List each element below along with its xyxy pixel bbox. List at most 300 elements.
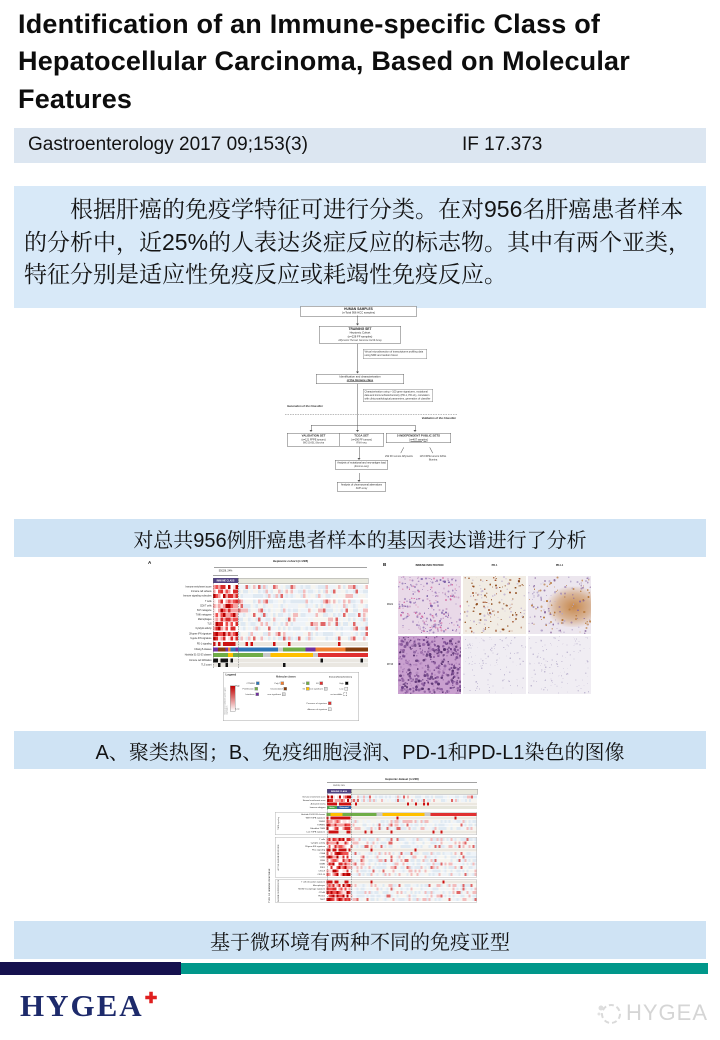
stain-dot — [435, 677, 437, 679]
stain-dot — [450, 599, 452, 601]
stain-dot — [476, 637, 477, 638]
stain-dot — [442, 638, 443, 639]
stain-dot — [422, 589, 423, 590]
stain-dot — [509, 681, 510, 682]
stain-dot — [433, 595, 434, 596]
stain-dot — [557, 666, 558, 667]
stain-dot — [445, 599, 447, 601]
stain-dot — [408, 616, 409, 617]
stain-dot — [432, 590, 434, 592]
stain-dot — [399, 690, 400, 691]
stain-dot — [456, 662, 457, 663]
stain-dot — [455, 588, 456, 589]
heatmap-cell — [366, 663, 369, 667]
stain-dot — [545, 687, 546, 688]
legend-ihc-title: Immunohistochemistry — [328, 675, 353, 678]
stain-dot — [560, 631, 561, 632]
heatmap-strip — [327, 898, 477, 901]
stain-dot — [495, 580, 497, 582]
legend-item-label: S1 — [302, 682, 306, 685]
flow-text: Identification and characterization — [339, 375, 381, 379]
stain-dot — [450, 585, 451, 586]
footer-navy-bar — [0, 962, 181, 975]
stain-dot — [575, 618, 577, 620]
caption-gene-expression — [14, 519, 706, 557]
stain-dot — [544, 611, 546, 613]
stain-dot — [495, 630, 497, 632]
stain-dot — [529, 585, 530, 586]
stain-dot — [488, 684, 489, 685]
heatmap-strip — [213, 627, 368, 631]
stain-dot — [409, 660, 411, 662]
legend-nonsig — [268, 693, 286, 697]
row-label: Macrophages — [312, 884, 325, 887]
stain-dot — [446, 691, 448, 693]
stain-dot — [486, 619, 487, 620]
stain-dot — [472, 645, 473, 646]
stain-dot — [533, 670, 534, 671]
row-label: CTLA4 — [318, 891, 325, 894]
stain-dot — [510, 685, 511, 686]
summary-text: 根据肝癌的免疫学特征可进行分类。在对956名肝癌患者样本的分析中，近25%的人表达炎症反应的标志物。其中有两个亚类，特征分别是适应性免疫反应或耗竭性免疫反应。 — [24, 196, 692, 288]
stain-dot — [510, 653, 511, 654]
stain-dot — [468, 657, 469, 658]
stain-dot — [443, 655, 444, 656]
heatmap-strip — [213, 609, 368, 613]
stain-dot — [412, 692, 414, 694]
stain-dot — [509, 579, 511, 581]
stain-dot — [473, 632, 474, 633]
stain-dot — [416, 655, 417, 656]
stain-dot — [520, 627, 522, 629]
stain-dot — [550, 631, 552, 633]
stain-dot — [557, 646, 558, 647]
heatmap-strip — [213, 618, 368, 622]
stain-dot — [459, 605, 461, 607]
stain-dot — [405, 682, 407, 684]
stain-dot — [570, 665, 571, 666]
stain-dot — [418, 622, 419, 623]
heatmap-row — [148, 613, 368, 617]
flow-connector — [430, 447, 433, 453]
row-label: Cytolytic activity — [195, 627, 212, 630]
stain-dot — [436, 601, 438, 603]
legend-item-label: CTNNB1 — [246, 682, 255, 685]
stain-dot — [456, 621, 458, 623]
flow-arrowhead — [414, 430, 417, 432]
stain-dot — [552, 659, 553, 660]
stain-dot — [487, 680, 488, 681]
flow-arrowhead — [310, 430, 313, 432]
legend-item-label: S2 — [302, 687, 306, 690]
m021-immune-infiltration-image — [398, 576, 461, 634]
stain-dot — [502, 586, 503, 587]
stain-dot — [501, 619, 502, 620]
stain-dot — [553, 615, 554, 616]
flow-box-chromosomal — [337, 482, 386, 492]
stain-dot — [426, 624, 428, 626]
caption-text: 对总共956例肝癌患者样本的基因表达谱进行了分析 — [133, 529, 587, 552]
stain-dot — [506, 671, 507, 672]
legend-swatch — [344, 687, 348, 691]
row-label: CXCL9 — [318, 869, 325, 872]
heatmap-cell — [366, 622, 369, 626]
flow-connector — [311, 425, 415, 426]
legend-swatch — [328, 708, 332, 712]
stain-dot — [441, 612, 443, 614]
stain-dot — [473, 595, 474, 596]
stain-dot — [522, 617, 523, 618]
stain-dot — [489, 612, 491, 614]
heatmap-row — [148, 659, 368, 663]
stain-dot — [561, 594, 562, 595]
stain-dot — [476, 688, 477, 689]
stain-dot — [584, 692, 585, 693]
row-label: Activated stroma — [310, 802, 326, 805]
stain-dot — [443, 618, 444, 619]
stain-dot — [535, 642, 536, 643]
stain-dot — [510, 658, 511, 659]
stain-dot — [542, 646, 543, 647]
stain-dot — [415, 636, 416, 637]
legend-item-label: Presence of signature — [306, 702, 327, 705]
column-header-pd-1: PD-1 — [491, 564, 498, 567]
stain-dot — [428, 648, 431, 651]
stain-dot — [582, 680, 583, 681]
stain-dot — [481, 666, 482, 667]
section-active-immune-response — [275, 837, 477, 878]
stain-dot — [496, 578, 497, 579]
stain-dot — [428, 638, 430, 640]
heatmap-strip — [213, 600, 368, 604]
stain-dot — [426, 675, 428, 677]
heatmap-row — [148, 648, 368, 652]
stain-dot — [402, 674, 404, 676]
class-boundary-line — [327, 789, 328, 900]
page-title: Identification of an Immune-specific Class of Hepatocellular Carcinoma, Based on Molecular Features — [18, 9, 630, 114]
flow-text: VALIDATION SET — [301, 434, 326, 438]
heatmap-cell — [366, 637, 369, 641]
flow-text: SNP array — [355, 486, 368, 490]
stain-dot — [525, 646, 526, 647]
stain-dot — [416, 584, 418, 586]
stain-dot — [470, 620, 471, 621]
stain-dot — [510, 604, 511, 605]
stain-dot — [399, 679, 400, 680]
citation-bar — [14, 128, 706, 163]
legend-interferon — [246, 693, 259, 697]
hygea-watermark-icon — [596, 1000, 622, 1026]
stain-dot — [410, 602, 411, 603]
column-header-immune-infiltration: IMMUNE INFILTRATION — [415, 564, 444, 567]
stain-dot — [494, 610, 495, 611]
stain-dot — [543, 584, 545, 586]
row-label: Hoshida S1-S2-S3 classes — [301, 813, 325, 816]
stain-dot — [456, 641, 458, 643]
stain-dot — [562, 622, 564, 624]
stain-dot — [541, 599, 543, 601]
stain-dot — [547, 690, 548, 691]
stain-dot — [472, 643, 473, 644]
stain-dot — [484, 629, 485, 630]
stain-dot — [486, 592, 488, 594]
stain-dot — [426, 583, 428, 585]
stain-dot — [456, 604, 457, 605]
stain-dot — [496, 662, 497, 663]
stain-dot — [503, 688, 504, 689]
heatmap-cell — [366, 632, 369, 636]
row-label: CD8B — [319, 855, 325, 858]
stain-dot — [419, 645, 421, 647]
stain-dot — [441, 677, 443, 679]
impact-factor: IF 17.373 — [462, 134, 543, 155]
stain-dot — [414, 681, 416, 683]
row-label: 28-gene IFN signature — [189, 632, 212, 635]
stain-dot — [575, 641, 576, 642]
stain-dot — [498, 664, 499, 665]
cohort-arrow-line — [327, 782, 477, 783]
stain-dot — [438, 680, 439, 681]
fraction-arrow-line — [213, 575, 238, 576]
stain-dot — [468, 647, 469, 648]
row-label: Cytolytic activity — [310, 841, 325, 844]
exhausted-subtype-segment: Exhausted — [337, 806, 351, 809]
stain-dot — [472, 664, 473, 665]
stain-dot — [528, 592, 529, 593]
stain-dot — [430, 581, 431, 582]
stain-dot — [495, 576, 496, 577]
stain-dot — [441, 630, 443, 632]
stain-dot — [459, 633, 460, 634]
stain-dot — [569, 609, 571, 611]
stain-dot — [584, 618, 585, 619]
stain-dot — [466, 615, 468, 617]
hygea-watermark-text: HYGEA — [626, 1000, 709, 1025]
stain-dot — [505, 585, 507, 587]
figure-c-canvas — [268, 778, 478, 920]
stain-dot — [501, 599, 503, 601]
stain-dot — [493, 652, 494, 653]
stain-dot — [494, 648, 495, 649]
stain-dot — [417, 684, 420, 687]
stain-dot — [511, 693, 512, 694]
stain-dot — [470, 652, 471, 653]
heatmap-cell — [366, 653, 369, 657]
row-label: Immune cell subsets — [190, 590, 212, 593]
flow-text: (n=121 FFPE tumors) — [301, 438, 326, 442]
flow-note-microdissection: Virtual microdissection of transcriptome profiling data using NMF and random forest — [363, 349, 427, 359]
heatmap-row — [148, 585, 368, 589]
stain-dot — [432, 617, 434, 619]
row-label: TLS count — [201, 663, 212, 666]
stain-dot — [488, 627, 489, 628]
stain-dot — [436, 636, 437, 637]
flow-text: Analysis of mutational and neo-antigen load — [337, 461, 386, 465]
stain-dot — [466, 601, 468, 603]
legend-swatch — [324, 687, 328, 691]
stain-dot — [455, 630, 457, 632]
stain-dot — [511, 604, 512, 605]
stain-dot — [459, 586, 461, 588]
stain-dot — [514, 620, 515, 621]
legend-item-label: Low — [339, 687, 344, 690]
legend-swatch — [281, 682, 285, 686]
caption-immune-subtypes — [14, 921, 706, 959]
stain-dot — [406, 689, 408, 691]
stain-dot — [452, 590, 454, 592]
stain-dot — [426, 680, 427, 681]
stain-dot — [426, 595, 428, 597]
stain-dot — [579, 644, 580, 645]
stain-dot — [426, 636, 427, 637]
hygea-logo — [20, 988, 156, 1024]
stain-dot — [532, 599, 533, 600]
stain-dot — [492, 686, 493, 687]
stain-dot — [541, 584, 542, 585]
stain-dot — [476, 624, 477, 625]
stain-dot — [489, 603, 490, 604]
row-label: PD-1 signaling — [196, 642, 212, 645]
stain-dot — [578, 626, 580, 628]
stain-dot — [404, 617, 406, 619]
figure-a-heatmap — [148, 560, 380, 728]
stain-dot — [453, 595, 455, 597]
stain-dot — [512, 614, 514, 616]
legend-swatch — [343, 693, 347, 697]
stain-dot — [556, 661, 557, 662]
stain-dot — [491, 599, 492, 600]
legend-swatch — [306, 682, 310, 686]
stain-dot — [438, 646, 440, 648]
legend-s3 — [316, 682, 323, 686]
m021-pd1-image — [463, 576, 526, 634]
stain-dot — [497, 659, 498, 660]
stain-dot — [443, 588, 444, 589]
stain-dot — [465, 639, 466, 640]
stain-dot — [546, 649, 547, 650]
stain-dot — [497, 611, 499, 613]
stain-dot — [424, 691, 426, 693]
stain-dot — [529, 663, 530, 664]
stain-dot — [491, 647, 492, 648]
stain-dot — [437, 595, 439, 597]
heatmap-row — [148, 637, 368, 641]
class-boundary-line — [351, 789, 352, 900]
stain-dot — [443, 664, 446, 667]
stain-dot — [489, 692, 490, 693]
heatmap-row — [148, 632, 368, 636]
stain-dot — [432, 693, 433, 694]
stain-dot — [583, 599, 584, 600]
stain-dot — [422, 667, 424, 669]
stain-dot — [505, 637, 506, 638]
stain-dot — [499, 602, 501, 604]
stain-dot — [511, 640, 512, 641]
stain-dot — [517, 583, 519, 585]
heatmap-row — [148, 642, 368, 646]
flow-box-mutational — [335, 460, 388, 470]
legend-swatch — [283, 687, 287, 691]
stain-dot — [476, 577, 477, 578]
stain-dot — [414, 598, 415, 599]
stain-dot — [422, 653, 424, 655]
row-label: Immune subtypes — [309, 806, 326, 809]
stain-dot — [571, 622, 573, 624]
stain-dot — [484, 650, 485, 651]
row-label: Chiang 5-classes — [194, 648, 212, 651]
stain-dot — [451, 584, 453, 586]
stain-dot — [529, 630, 530, 631]
stain-dot — [534, 616, 536, 618]
stain-dot — [449, 664, 450, 665]
stain-dot — [531, 622, 533, 624]
stain-dot — [412, 591, 413, 592]
stain-dot — [405, 579, 406, 580]
stain-dot — [546, 600, 548, 602]
stain-dot — [409, 577, 410, 578]
stain-dot — [509, 608, 511, 610]
stain-dot — [427, 669, 428, 670]
legend-ctnnb1 — [247, 682, 260, 686]
legend-swatch — [255, 693, 259, 697]
row-label-m743: M743 — [386, 663, 394, 666]
heatmap-row — [148, 590, 368, 594]
stain-dot — [540, 657, 541, 658]
stain-dot — [466, 611, 468, 613]
stain-dot — [421, 632, 422, 633]
figure-b-canvas — [383, 562, 595, 712]
row-label: T/NK metagene — [195, 613, 212, 616]
stain-dot — [451, 642, 453, 644]
stain-dot — [540, 606, 542, 608]
stain-dot — [456, 590, 457, 591]
stain-dot — [538, 662, 539, 663]
journal-citation: Gastroenterology 2017 09;153(3) — [28, 134, 308, 155]
stain-dot — [475, 655, 476, 656]
stain-dot — [584, 685, 585, 686]
stain-dot — [490, 621, 491, 622]
heatmap-cell — [366, 642, 369, 646]
stain-dot — [436, 676, 439, 679]
stain-dot — [501, 640, 502, 641]
stain-dot — [473, 621, 475, 623]
stain-dot — [425, 628, 426, 629]
stain-dot — [435, 581, 436, 582]
stain-dot — [430, 659, 432, 661]
stain-dot — [503, 609, 504, 610]
row-label: TIGIT — [319, 898, 325, 901]
stain-dot — [533, 654, 534, 655]
stain-dot — [413, 651, 416, 654]
stain-dot — [439, 691, 441, 693]
stain-dot — [558, 640, 559, 641]
m021-pdl1-image — [528, 576, 591, 634]
stain-dot — [409, 688, 411, 690]
stain-dot — [433, 603, 434, 604]
stain-dot — [440, 651, 442, 653]
stain-dot — [585, 663, 586, 664]
row-label: Late TGFB signature — [306, 830, 325, 833]
stain-dot — [472, 579, 473, 580]
stain-dot — [437, 630, 439, 632]
row-label: GZMB — [319, 862, 325, 865]
stain-dot — [551, 664, 552, 665]
stain-dot — [543, 590, 545, 592]
stain-dot — [464, 621, 466, 623]
stain-dot — [550, 643, 551, 644]
legend-presence — [307, 702, 332, 706]
heatmap-cell — [366, 627, 369, 631]
